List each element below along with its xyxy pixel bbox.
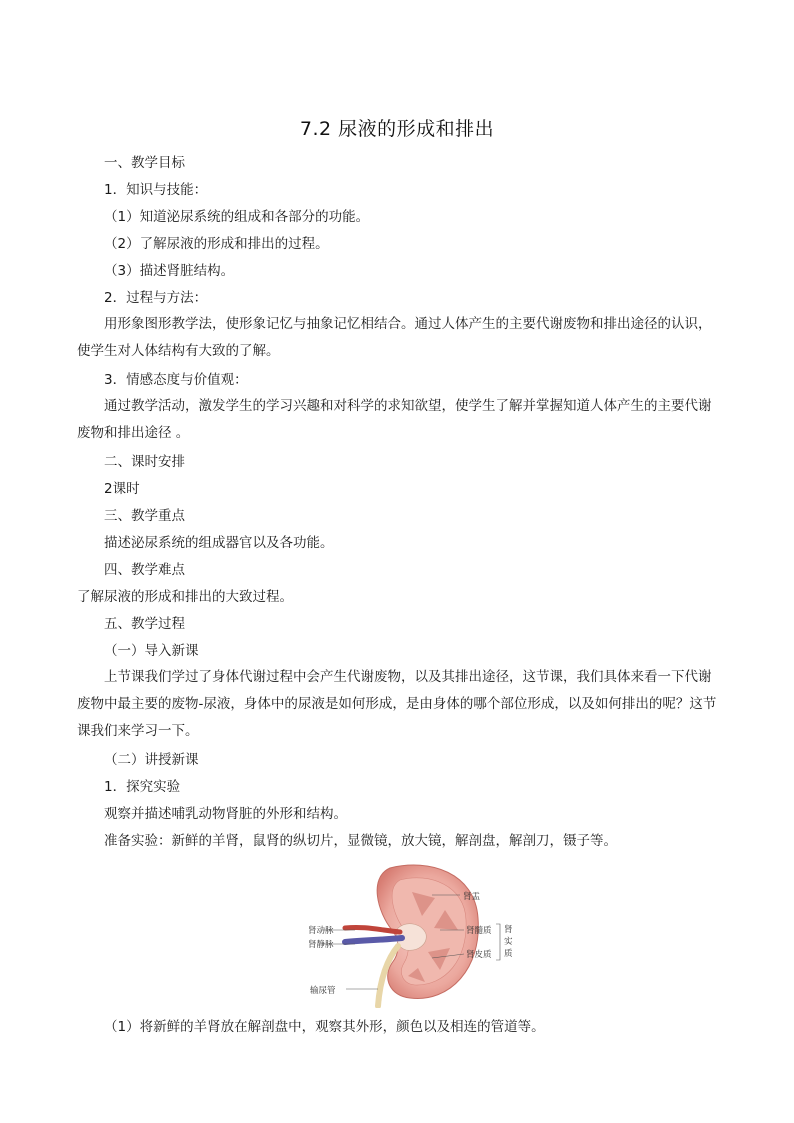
label-renal-parenchyma: 肾实质 <box>504 925 513 959</box>
keypoints-text: 描述泌尿系统的组成器官以及各功能。 <box>104 535 334 551</box>
section-heading-schedule: 二、课时安排 <box>104 454 185 470</box>
label-renal-medulla: 肾髓质 <box>466 926 492 936</box>
subheading-experiment: 1．探究实验 <box>104 779 181 795</box>
subheading-new-lesson: （二）讲授新课 <box>104 752 199 768</box>
renal-vein <box>345 938 402 942</box>
label-ureter: 输尿管 <box>310 986 336 996</box>
label-renal-pelvis: 肾盂 <box>463 892 481 902</box>
method-paragraph: 用形象图形教学法，使形象记忆与抽象记忆相结合。通过人体产生的主要代谢废物和排出途径的认识，使学生对人体结构有大致的了解。 <box>77 316 712 359</box>
experiment-materials: 准备实验：新鲜的羊肾，鼠肾的纵切片，显微镜，放大镜，解剖盘，解剖刀，镊子等。 <box>104 833 617 849</box>
section-heading-goals: 一、教学目标 <box>104 155 185 171</box>
section-heading-keypoints: 三、教学重点 <box>104 508 185 524</box>
section-heading-difficulties: 四、教学难点 <box>104 562 185 578</box>
page-title: 7.2 尿液的形成和排出 <box>299 118 495 140</box>
subheading-knowledge: 1．知识与技能： <box>104 182 208 198</box>
goal-item-2: （2）了解尿液的形成和排出的过程。 <box>104 236 329 252</box>
attitude-paragraph: 通过教学活动，激发学生的学习兴趣和对科学的求知欲望，使学生了解并掌握知道人体产生的主要代谢废物和排出途径 。 <box>77 398 712 441</box>
subheading-attitude: 3．情感态度与价值观： <box>104 372 248 388</box>
goal-item-1: （1）知道泌尿系统的组成和各部分的功能。 <box>104 209 370 225</box>
subheading-intro: （一）导入新课 <box>104 643 199 659</box>
kidney-diagram <box>300 858 530 1008</box>
label-renal-cortex: 肾皮质 <box>466 950 492 960</box>
difficulties-text: 了解尿液的形成和排出的大致过程。 <box>77 589 293 605</box>
intro-paragraph: 上节课我们学过了身体代谢过程中会产生代谢废物，以及其排出途径，这节课，我们具体来看一下代谢废物中最主要的废物-尿液，身体中的尿液是如何形成，是由身体的哪个部位形成，以及如何排出的呢？这节课我们来学习一下。 <box>77 669 717 739</box>
subheading-method: 2．过程与方法： <box>104 290 208 306</box>
label-renal-artery: 肾动脉 <box>308 926 334 936</box>
experiment-step-1: （1）将新鲜的羊肾放在解剖盘中，观察其外形，颜色以及相连的管道等。 <box>104 1019 545 1035</box>
experiment-objective: 观察并描述哺乳动物肾脏的外形和结构。 <box>104 806 347 822</box>
schedule-text: 2课时 <box>104 481 140 497</box>
goal-item-3: （3）描述肾脏结构。 <box>104 263 235 279</box>
section-heading-process: 五、教学过程 <box>104 616 185 632</box>
label-renal-vein: 肾静脉 <box>308 940 334 950</box>
